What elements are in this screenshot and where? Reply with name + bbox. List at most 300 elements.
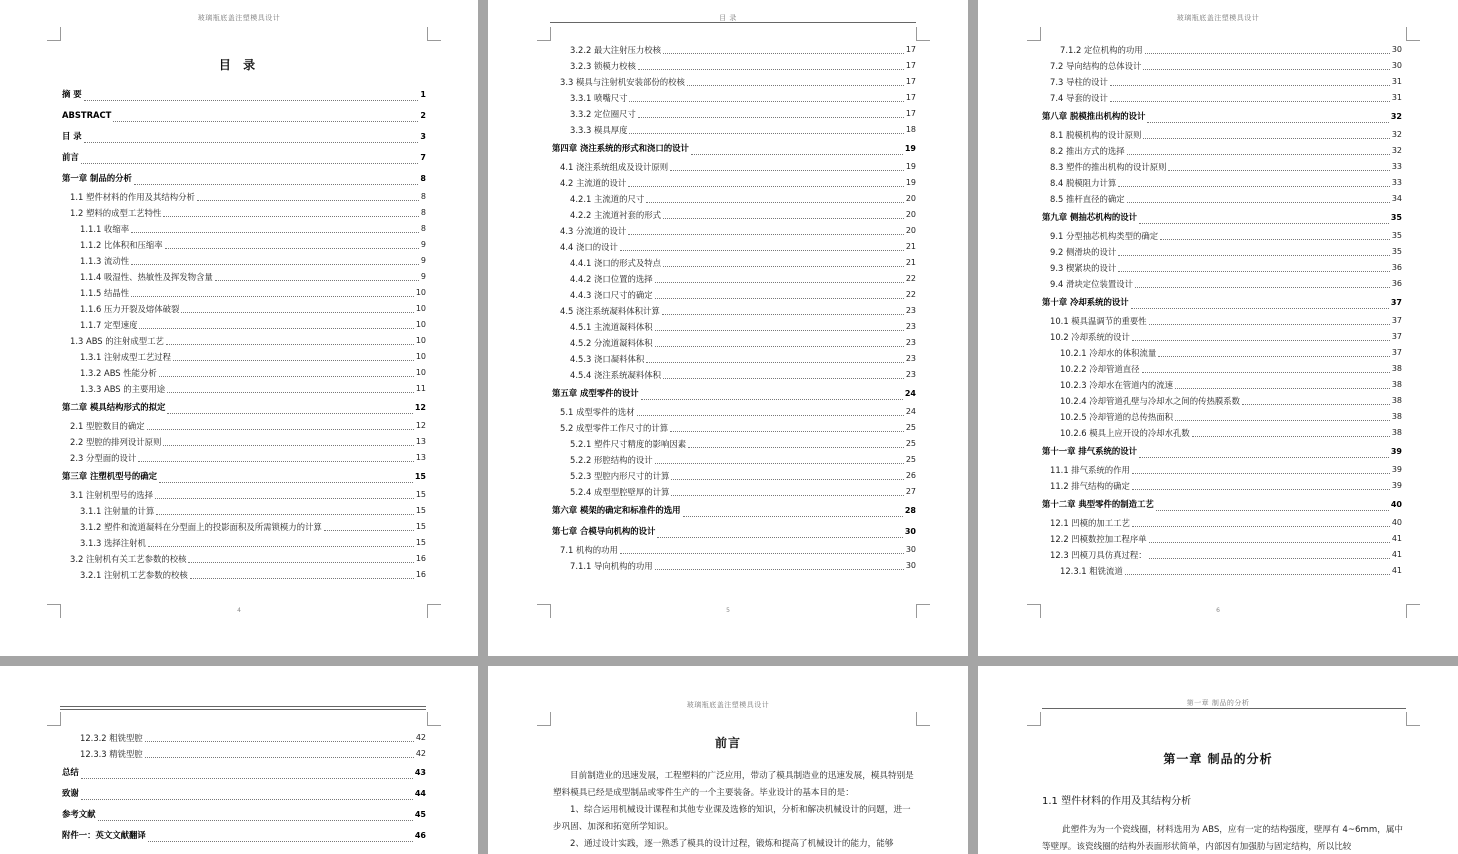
toc-entry-page: 39 bbox=[1391, 481, 1402, 490]
toc-entry[interactable] bbox=[62, 450, 426, 466]
toc-leader-dots bbox=[1118, 255, 1390, 256]
toc-leader-dots bbox=[641, 399, 903, 400]
toc-entry[interactable] bbox=[552, 484, 916, 500]
toc-entry[interactable] bbox=[62, 551, 426, 567]
toc-leader-dots bbox=[620, 250, 904, 251]
toc-entry[interactable] bbox=[552, 436, 916, 452]
toc-leader-dots bbox=[131, 264, 419, 265]
toc-entry-title: 4.2 主流道的设计 bbox=[560, 178, 627, 188]
toc-entry-page: 30 bbox=[1391, 45, 1402, 54]
toc-entry[interactable] bbox=[552, 122, 916, 138]
toc-leader-dots bbox=[1156, 510, 1389, 511]
toc-leader-dots bbox=[662, 314, 904, 315]
toc-entry[interactable] bbox=[552, 367, 916, 383]
toc-entry-title: 11.1 排气系统的作用 bbox=[1050, 465, 1130, 475]
toc-entry-title: 1.3.3 ABS 的主要用途 bbox=[80, 384, 166, 394]
toc-entry-page: 31 bbox=[1391, 93, 1402, 102]
toc-leader-dots bbox=[683, 516, 903, 517]
toc-entry-title: 4.5.2 分流道凝料体积 bbox=[570, 338, 653, 348]
toc-entry-page: 25 bbox=[905, 439, 916, 448]
toc-entry[interactable] bbox=[62, 804, 426, 825]
toc-entry[interactable] bbox=[552, 159, 916, 175]
toc-entry-title: ABSTRACT bbox=[62, 110, 112, 120]
page-header: 玻璃瓶底盖注塑模具设计 bbox=[197, 14, 281, 22]
toc-entry-page: 23 bbox=[905, 322, 916, 331]
toc-entry[interactable] bbox=[552, 351, 916, 367]
toc-entry[interactable] bbox=[62, 730, 426, 746]
toc-entry-title: 3.1.2 塑件和流道凝料在分型面上的投影面积及所需锁模力的计算 bbox=[80, 522, 322, 532]
toc-entry[interactable] bbox=[62, 762, 426, 783]
toc-leader-dots bbox=[1160, 239, 1390, 240]
toc-entry-page: 11 bbox=[415, 384, 426, 393]
toc-entry[interactable] bbox=[552, 319, 916, 335]
toc-entry[interactable] bbox=[62, 535, 426, 551]
toc-entry-page: 24 bbox=[905, 407, 916, 416]
toc-entry[interactable] bbox=[1042, 106, 1402, 127]
toc-entry-title: 4.5 浇注系统凝料体积计算 bbox=[560, 306, 660, 316]
chapter-paragraph: 此塑件为为一个瓷线圈，材料选用为 ABS，应有一定的结构强度，壁厚有 4~6mm，属中等壁厚。该瓷线圈的结构外表面形状简单，内部因有加强肋与固定结构，所以比较 bbox=[1042, 825, 1404, 852]
toc-entry-page: 9 bbox=[420, 256, 426, 265]
toc-leader-dots bbox=[148, 546, 414, 547]
toc-leader-dots bbox=[1132, 340, 1390, 341]
toc-entry-page: 38 bbox=[1391, 412, 1402, 421]
toc-entry-page: 46 bbox=[414, 831, 426, 840]
toc-entry[interactable] bbox=[62, 189, 426, 205]
toc-entry[interactable] bbox=[62, 397, 426, 418]
toc-leader-dots bbox=[629, 101, 903, 102]
toc-leader-dots bbox=[657, 537, 902, 538]
toc-entry[interactable] bbox=[552, 521, 916, 542]
toc-leader-dots bbox=[147, 429, 414, 430]
toc-entry-page: 38 bbox=[1391, 428, 1402, 437]
toc-leader-dots bbox=[181, 312, 413, 313]
toc-entry-title: 4.4 浇口的设计 bbox=[560, 242, 618, 252]
corner-mark bbox=[427, 712, 441, 726]
toc-leader-dots bbox=[638, 69, 904, 70]
toc-entry-title: 5.2.4 成型型腔壁厚的计算 bbox=[570, 487, 670, 497]
toc-entry[interactable] bbox=[552, 74, 916, 90]
toc-entry-title: 11.2 排气结构的确定 bbox=[1050, 481, 1130, 491]
toc-leader-dots bbox=[655, 282, 904, 283]
toc-entry-title: 5.2 成型零件工作尺寸的计算 bbox=[560, 423, 669, 433]
toc-entry-title: 7.3 导柱的设计 bbox=[1050, 77, 1108, 87]
corner-mark bbox=[427, 27, 441, 41]
toc-entry[interactable] bbox=[552, 175, 916, 191]
toc-entry-page: 27 bbox=[905, 487, 916, 496]
toc-entry[interactable] bbox=[1042, 441, 1402, 462]
toc-entry[interactable] bbox=[62, 301, 426, 317]
toc-entry-page: 36 bbox=[1391, 279, 1402, 288]
toc-entry-page: 37 bbox=[1391, 316, 1402, 325]
toc-entry-title: 附件一：英文文献翻译 bbox=[62, 830, 146, 840]
toc-entry[interactable] bbox=[1042, 462, 1402, 478]
toc-entry[interactable] bbox=[1042, 292, 1402, 313]
toc-entry-page: 2 bbox=[420, 111, 426, 120]
toc-entry-title: 4.5.4 浇注系统凝料体积 bbox=[570, 370, 661, 380]
toc-entry-page: 44 bbox=[414, 789, 426, 798]
toc-entry-page: 12 bbox=[414, 403, 426, 412]
toc-entry-title: 1.1.4 吸湿性、热敏性及挥发物含量 bbox=[80, 272, 213, 282]
toc-entry-page: 12 bbox=[415, 421, 426, 430]
toc-leader-dots bbox=[163, 445, 413, 446]
toc-entry-title: 7.1.2 定位机构的功用 bbox=[1060, 45, 1143, 55]
toc-entry-title: 1.1.7 定型速度 bbox=[80, 320, 138, 330]
page-header: 第一章 制品的分析 bbox=[1186, 699, 1250, 707]
toc-entry-page: 10 bbox=[415, 320, 426, 329]
toc-entry-page: 3 bbox=[420, 132, 426, 141]
toc-entry-title: 1.1.3 流动性 bbox=[80, 256, 130, 266]
header-rule bbox=[550, 22, 916, 23]
toc-entry-page: 26 bbox=[905, 471, 916, 480]
toc-leader-dots bbox=[1118, 271, 1390, 272]
toc-leader-dots bbox=[1131, 308, 1389, 309]
toc-entry-page: 10 bbox=[415, 352, 426, 361]
toc-list bbox=[552, 42, 916, 574]
toc-leader-dots bbox=[691, 154, 903, 155]
toc-entry[interactable] bbox=[1042, 425, 1402, 441]
toc-entry-title: 1.3.2 ABS 性能分析 bbox=[80, 368, 157, 378]
toc-entry[interactable] bbox=[1042, 515, 1402, 531]
toc-entry-page: 1 bbox=[420, 90, 426, 99]
toc-entry-title: 第十二章 典型零件的制造工艺 bbox=[1042, 499, 1154, 509]
toc-entry-title: 1.1.5 结晶性 bbox=[80, 288, 130, 298]
toc-entry[interactable] bbox=[62, 783, 426, 804]
toc-leader-dots bbox=[655, 298, 904, 299]
toc-entry[interactable] bbox=[62, 147, 426, 168]
toc-entry-title: 9.3 楔紧块的设计 bbox=[1050, 263, 1117, 273]
toc-entry[interactable] bbox=[1042, 377, 1402, 393]
page-header: 玻璃瓶底盖注塑模具设计 bbox=[1176, 14, 1260, 22]
toc-entry-title: 5.2.2 形腔结构的设计 bbox=[570, 455, 653, 465]
toc-entry-page: 25 bbox=[905, 423, 916, 432]
toc-entry[interactable] bbox=[552, 271, 916, 287]
toc-entry[interactable] bbox=[1042, 90, 1402, 106]
toc-entry-page: 23 bbox=[905, 354, 916, 363]
page-header: 玻璃瓶底盖注塑模具设计 bbox=[686, 701, 770, 709]
toc-entry-page: 38 bbox=[1391, 396, 1402, 405]
toc-entry-page: 41 bbox=[1391, 534, 1402, 543]
toc-leader-dots bbox=[646, 202, 904, 203]
toc-entry[interactable] bbox=[552, 335, 916, 351]
toc-entry[interactable] bbox=[62, 84, 426, 105]
toc-entry-title: 第十章 冷却系统的设计 bbox=[1042, 297, 1129, 307]
toc-leader-dots bbox=[159, 482, 413, 483]
toc-list bbox=[62, 730, 426, 846]
toc-leader-dots bbox=[629, 133, 903, 134]
toc-entry-page: 23 bbox=[905, 338, 916, 347]
toc-entry[interactable] bbox=[1042, 313, 1402, 329]
toc-leader-dots bbox=[1132, 473, 1390, 474]
toc-leader-dots bbox=[1127, 154, 1390, 155]
toc-entry-page: 24 bbox=[904, 389, 916, 398]
toc-leader-dots bbox=[166, 344, 414, 345]
toc-entry-title: 4.4.2 浇口位置的选择 bbox=[570, 274, 653, 284]
toc-entry-title: 摘 要 bbox=[62, 89, 82, 99]
toc-entry-page: 7 bbox=[420, 153, 426, 162]
toc-entry-page: 23 bbox=[905, 370, 916, 379]
toc-leader-dots bbox=[131, 232, 419, 233]
toc-entry-title: 10.2.5 冷却管道的总传热面积 bbox=[1060, 412, 1174, 422]
toc-entry-page: 41 bbox=[1391, 566, 1402, 575]
toc-entry[interactable] bbox=[1042, 276, 1402, 292]
toc-leader-dots bbox=[148, 841, 413, 842]
toc-entry[interactable] bbox=[62, 349, 426, 365]
chapter-title: 第一章 制品的分析 bbox=[1163, 752, 1273, 766]
toc-leader-dots bbox=[1118, 186, 1390, 187]
toc-entry[interactable] bbox=[552, 404, 916, 420]
toc-entry-page: 40 bbox=[1391, 518, 1402, 527]
toc-entry-page: 40 bbox=[1390, 500, 1402, 509]
toc-entry[interactable] bbox=[552, 542, 916, 558]
toc-entry[interactable] bbox=[1042, 207, 1402, 228]
toc-entry[interactable] bbox=[1042, 531, 1402, 547]
toc-entry-page: 37 bbox=[1391, 348, 1402, 357]
toc-entry[interactable] bbox=[62, 333, 426, 349]
toc-entry-page: 28 bbox=[904, 506, 916, 515]
toc-leader-dots bbox=[655, 330, 904, 331]
toc-entry[interactable] bbox=[62, 825, 426, 846]
toc-entry[interactable] bbox=[62, 221, 426, 237]
toc-entry[interactable] bbox=[1042, 74, 1402, 90]
toc-entry-title: 4.1 浇注系统组成及设计原则 bbox=[560, 162, 669, 172]
page-header: 目 录 bbox=[719, 14, 737, 22]
toc-entry[interactable] bbox=[552, 468, 916, 484]
toc-entry-title: 第七章 合模导向机构的设计 bbox=[552, 526, 656, 536]
page-number: 5 bbox=[726, 607, 730, 614]
toc-entry[interactable] bbox=[62, 746, 426, 762]
toc-entry[interactable] bbox=[1042, 393, 1402, 409]
toc-entry-page: 10 bbox=[415, 368, 426, 377]
toc-entry[interactable] bbox=[62, 126, 426, 147]
toc-entry-page: 22 bbox=[905, 274, 916, 283]
toc-entry[interactable] bbox=[62, 253, 426, 269]
toc-leader-dots bbox=[1139, 457, 1389, 458]
corner-mark bbox=[537, 712, 551, 726]
toc-entry[interactable] bbox=[62, 381, 426, 397]
toc-entry[interactable] bbox=[1042, 409, 1402, 425]
corner-mark bbox=[1406, 27, 1420, 41]
toc-entry-page: 35 bbox=[1391, 247, 1402, 256]
toc-entry[interactable] bbox=[1042, 159, 1402, 175]
toc-entry[interactable] bbox=[62, 237, 426, 253]
toc-entry-title: 3.2.3 锁模力校核 bbox=[570, 61, 636, 71]
toc-entry-page: 17 bbox=[905, 109, 916, 118]
toc-entry-title: 10.2.1 冷却水的体积流量 bbox=[1060, 348, 1157, 358]
corner-mark bbox=[1406, 712, 1420, 726]
toc-entry-title: 1.2 塑料的成型工艺特性 bbox=[70, 208, 162, 218]
corner-mark bbox=[537, 27, 551, 41]
toc-leader-dots bbox=[113, 121, 418, 122]
toc-entry[interactable] bbox=[552, 138, 916, 159]
page-number: 4 bbox=[237, 607, 241, 614]
toc-entry[interactable] bbox=[1042, 547, 1402, 563]
toc-entry-title: 第五章 成型零件的设计 bbox=[552, 388, 639, 398]
toc-entry-title: 第二章 模具结构形式的拟定 bbox=[62, 402, 166, 412]
toc-entry[interactable] bbox=[62, 205, 426, 221]
toc-entry[interactable] bbox=[552, 287, 916, 303]
toc-entry[interactable] bbox=[1042, 494, 1402, 515]
toc-entry-title: 12.3 凹模刀具仿真过程： bbox=[1050, 550, 1147, 560]
toc-leader-dots bbox=[1135, 287, 1390, 288]
toc-entry-page: 21 bbox=[905, 258, 916, 267]
toc-entry-page: 35 bbox=[1391, 231, 1402, 240]
toc-entry-page: 9 bbox=[420, 272, 426, 281]
toc-leader-dots bbox=[1158, 356, 1390, 357]
toc-entry-title: 1.1.2 比体积和压缩率 bbox=[80, 240, 163, 250]
toc-entry[interactable] bbox=[552, 207, 916, 223]
toc-leader-dots bbox=[688, 447, 904, 448]
toc-entry-page: 19 bbox=[905, 162, 916, 171]
toc-leader-dots bbox=[173, 360, 414, 361]
header-rule bbox=[60, 709, 426, 710]
toc-entry-title: 第四章 浇注系统的形式和浇口的设计 bbox=[552, 143, 689, 153]
toc-entry-title: 7.1 机构的功用 bbox=[560, 545, 618, 555]
toc-entry[interactable] bbox=[62, 567, 426, 583]
toc-entry-page: 39 bbox=[1390, 447, 1402, 456]
toc-leader-dots bbox=[134, 184, 419, 185]
toc-entry-page: 33 bbox=[1391, 162, 1402, 171]
preface-paragraph-1: 目前制造业的迅速发展，工程塑料的广泛应用，带动了模具制造业的迅速发展，模具特别是塑料模具已经是成型制品或零件生产的一个主要装备。毕业设计的基本目的是： bbox=[553, 771, 914, 798]
toc-entry-page: 42 bbox=[415, 749, 426, 758]
toc-entry-page: 37 bbox=[1391, 332, 1402, 341]
toc-entry[interactable] bbox=[1042, 143, 1402, 159]
toc-entry[interactable] bbox=[552, 500, 916, 521]
toc-leader-dots bbox=[1132, 489, 1390, 490]
toc-entry-title: 4.4.1 浇口的形式及特点 bbox=[570, 258, 661, 268]
toc-leader-dots bbox=[159, 376, 414, 377]
toc-entry-title: 3.2 注射机有关工艺参数的校核 bbox=[70, 554, 187, 564]
toc-entry-page: 20 bbox=[905, 226, 916, 235]
corner-mark bbox=[1027, 27, 1041, 41]
toc-entry-page: 18 bbox=[905, 125, 916, 134]
toc-leader-dots bbox=[1145, 53, 1390, 54]
toc-leader-dots bbox=[190, 578, 414, 579]
toc-leader-dots bbox=[1125, 574, 1390, 575]
toc-entry-title: 3.2.2 最大注射压力校核 bbox=[570, 45, 661, 55]
toc-entry[interactable] bbox=[1042, 58, 1402, 74]
toc-entry-page: 17 bbox=[905, 77, 916, 86]
toc-entry[interactable] bbox=[1042, 175, 1402, 191]
toc-entry[interactable] bbox=[552, 58, 916, 74]
toc-entry[interactable] bbox=[62, 434, 426, 450]
toc-entry-page: 15 bbox=[414, 472, 426, 481]
toc-entry[interactable] bbox=[1042, 191, 1402, 207]
toc-entry-title: 3.3.3 模具厚度 bbox=[570, 125, 628, 135]
toc-leader-dots bbox=[167, 413, 412, 414]
corner-mark bbox=[47, 712, 61, 726]
toc-entry[interactable] bbox=[552, 191, 916, 207]
toc-entry-title: 第八章 脱模推出机构的设计 bbox=[1042, 111, 1146, 121]
toc-page-2 bbox=[488, 0, 968, 656]
toc-entry-title: 8.1 脱模机构的设计原则 bbox=[1050, 130, 1142, 140]
toc-entry[interactable] bbox=[552, 239, 916, 255]
toc-entry-title: 参考文献 bbox=[62, 809, 96, 819]
toc-entry[interactable] bbox=[62, 317, 426, 333]
toc-entry[interactable] bbox=[62, 487, 426, 503]
toc-entry[interactable] bbox=[552, 255, 916, 271]
toc-entry[interactable] bbox=[1042, 228, 1402, 244]
page-number: 6 bbox=[1216, 607, 1220, 614]
toc-entry-title: 7.2 导向结构的总体设计 bbox=[1050, 61, 1142, 71]
toc-leader-dots bbox=[155, 498, 414, 499]
toc-entry[interactable] bbox=[552, 383, 916, 404]
toc-leader-dots bbox=[167, 392, 414, 393]
toc-entry-title: 12.3.1 粗铣流道 bbox=[1060, 566, 1123, 576]
toc-entry[interactable] bbox=[62, 285, 426, 301]
toc-entry-page: 42 bbox=[415, 733, 426, 742]
toc-entry[interactable] bbox=[62, 168, 426, 189]
toc-entry[interactable] bbox=[552, 452, 916, 468]
toc-entry[interactable] bbox=[62, 105, 426, 126]
toc-entry[interactable] bbox=[1042, 329, 1402, 345]
toc-entry[interactable] bbox=[1042, 260, 1402, 276]
toc-entry[interactable] bbox=[1042, 42, 1402, 58]
toc-entry-page: 32 bbox=[1391, 146, 1402, 155]
toc-entry-page: 22 bbox=[905, 290, 916, 299]
toc-leader-dots bbox=[663, 53, 904, 54]
toc-entry-title: 致谢 bbox=[62, 788, 79, 798]
toc-entry[interactable] bbox=[552, 303, 916, 319]
toc-entry[interactable] bbox=[1042, 563, 1402, 579]
toc-entry[interactable] bbox=[552, 42, 916, 58]
toc-entry-title: 8.5 推杆直径的确定 bbox=[1050, 194, 1125, 204]
toc-entry[interactable] bbox=[62, 365, 426, 381]
section-heading: 1.1 塑件材料的作用及其结构分析 bbox=[1042, 796, 1192, 807]
toc-entry[interactable] bbox=[552, 90, 916, 106]
toc-leader-dots bbox=[156, 514, 414, 515]
toc-entry[interactable] bbox=[552, 223, 916, 239]
toc-leader-dots bbox=[1127, 202, 1390, 203]
toc-entry-page: 13 bbox=[415, 437, 426, 446]
toc-entry-title: 4.3 分流道的设计 bbox=[560, 226, 627, 236]
toc-entry-title: 前言 bbox=[62, 152, 79, 162]
toc-leader-dots bbox=[1132, 526, 1390, 527]
toc-leader-dots bbox=[1139, 223, 1389, 224]
toc-entry-title: 目 录 bbox=[62, 131, 82, 141]
toc-leader-dots bbox=[663, 378, 904, 379]
toc-entry[interactable] bbox=[552, 420, 916, 436]
toc-entry[interactable] bbox=[1042, 478, 1402, 494]
toc-leader-dots bbox=[655, 463, 904, 464]
toc-leader-dots bbox=[663, 266, 904, 267]
toc-entry-page: 38 bbox=[1391, 364, 1402, 373]
toc-leader-dots bbox=[1147, 122, 1388, 123]
toc-leader-dots bbox=[1149, 558, 1390, 559]
toc-entry[interactable] bbox=[1042, 361, 1402, 377]
toc-entry[interactable] bbox=[1042, 127, 1402, 143]
toc-entry[interactable] bbox=[1042, 244, 1402, 260]
toc-entry[interactable] bbox=[552, 558, 916, 574]
toc-entry[interactable] bbox=[62, 418, 426, 434]
toc-entry[interactable] bbox=[62, 269, 426, 285]
toc-leader-dots bbox=[655, 569, 904, 570]
toc-entry[interactable] bbox=[62, 519, 426, 535]
toc-leader-dots bbox=[637, 415, 904, 416]
toc-entry-title: 3.1.3 选择注射机 bbox=[80, 538, 146, 548]
toc-entry-page: 20 bbox=[905, 210, 916, 219]
toc-entry[interactable] bbox=[552, 106, 916, 122]
toc-entry[interactable] bbox=[1042, 345, 1402, 361]
toc-entry-title: 8.2 推出方式的选择 bbox=[1050, 146, 1125, 156]
toc-leader-dots bbox=[81, 778, 413, 779]
toc-entry-page: 15 bbox=[415, 490, 426, 499]
toc-entry[interactable] bbox=[62, 503, 426, 519]
toc-entry-title: 3.2.1 注射机工艺参数的校核 bbox=[80, 570, 188, 580]
toc-entry-title: 3.3 模具与注射机安装部份的校核 bbox=[560, 77, 685, 87]
toc-entry-page: 31 bbox=[1391, 77, 1402, 86]
toc-entry[interactable] bbox=[62, 466, 426, 487]
toc-list bbox=[62, 84, 426, 583]
